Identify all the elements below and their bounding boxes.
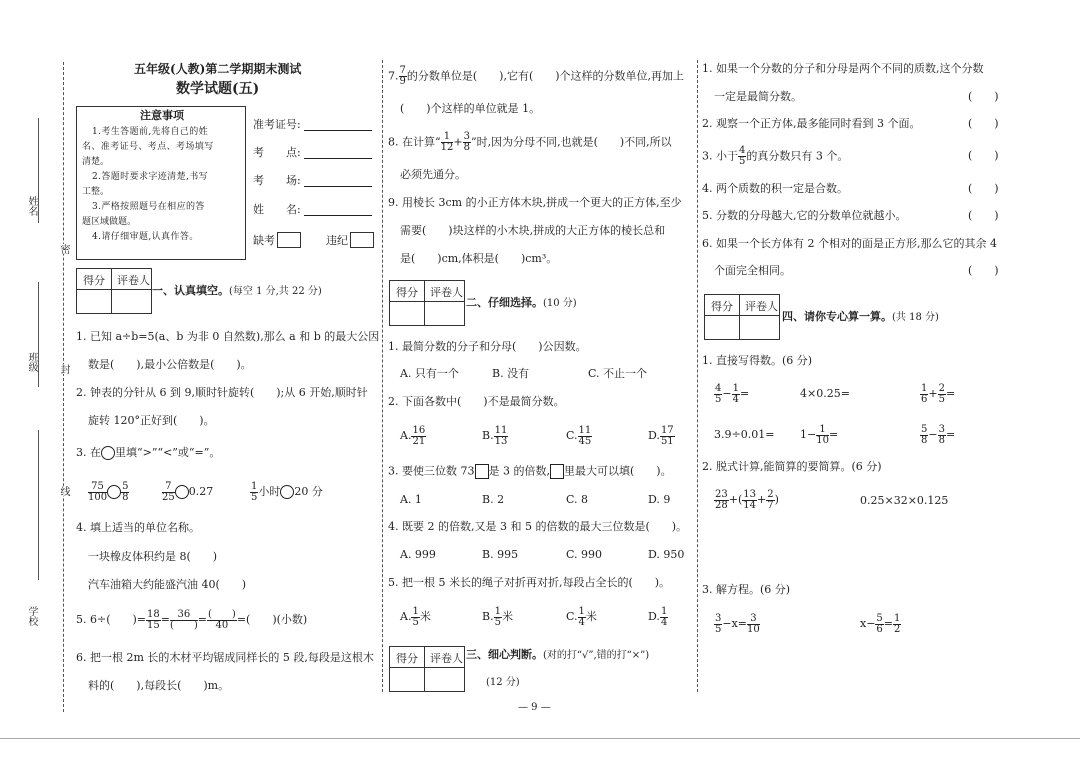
section-3-note: (对的打“√”,错的打“×”)	[543, 650, 650, 661]
score-label: 得分	[396, 652, 418, 665]
notice-line: 题区域做题。	[82, 217, 137, 227]
expr-5: 1− $\frac{1}{10}$ =	[800, 423, 839, 446]
section-4-title: 四、请你专心算一算。	[782, 310, 892, 323]
score-table-1	[76, 268, 152, 314]
site-label: 考 点:	[253, 146, 301, 159]
equation-1: $\frac{3}{5}$ −x= $\frac{3}{10}$	[715, 612, 760, 635]
judge-3-text-b: 的真分数只有 3 个。	[746, 149, 849, 163]
q4-item-b: 汽车油箱大约能盛汽油 40( )	[88, 578, 247, 591]
q9-line3: 是( )cm,体积是( )cm³。	[400, 252, 558, 265]
choice-2-d[interactable]: D. $\frac{17}{51}$	[648, 424, 674, 447]
judge-3-answer[interactable]: ( )	[968, 149, 999, 162]
notice-line: 4.请仔细审题,认真作答。	[92, 232, 199, 242]
score-table-2	[389, 280, 465, 326]
q7-text: 的分数单位是( ),它有( )个这样的分数单位,再加上	[406, 69, 685, 83]
choice-4-c[interactable]: C. 990	[566, 548, 603, 561]
binding-line	[63, 62, 64, 712]
violation-label: 违纪	[326, 234, 348, 247]
choice-5-b[interactable]: B. $\frac{1}{5}$ 米	[482, 605, 513, 628]
section-3-title: 三、细心判断。	[466, 648, 543, 661]
q9-line1: 9. 用棱长 3cm 的小正方体木块,拼成一个更大的正方体,至少	[388, 196, 682, 209]
compare-circle-input[interactable]	[175, 485, 189, 499]
notice-line: 清楚。	[82, 157, 110, 167]
choice-5: 5. 把一根 5 米长的绳子对折再对折,每段占全长的( )。	[388, 576, 671, 589]
choice-4-b[interactable]: B. 995	[482, 548, 519, 561]
choice-3-text-b: 是 3 的倍数,	[488, 464, 550, 478]
choice-4: 4. 既要 2 的倍数,又是 3 和 5 的倍数的最大三位数是( )。	[388, 520, 688, 533]
digit-box	[550, 464, 564, 479]
grader-label: 评卷人	[430, 652, 463, 665]
choice-5-d[interactable]: D. $\frac{1}{4}$	[648, 605, 668, 628]
fraction: $\frac{1}{5}$	[251, 480, 258, 503]
side-school-label: 学校	[26, 606, 37, 626]
judge-6-answer[interactable]: ( )	[968, 264, 999, 277]
room-label: 考 场:	[253, 174, 301, 187]
absent-checkbox[interactable]	[277, 232, 301, 248]
judge-2-answer[interactable]: ( )	[968, 117, 999, 130]
calc-3-title: 3. 解方程。(6 分)	[702, 583, 791, 596]
choice-4-d[interactable]: D. 950	[648, 548, 685, 561]
q3-value: 0.27	[188, 485, 214, 498]
compare-circle-input[interactable]	[107, 485, 121, 499]
room-input[interactable]	[304, 176, 372, 187]
section-2-note: (10 分)	[543, 298, 577, 309]
calc-2-title: 2. 脱式计算,能简算的要简算。(6 分)	[702, 460, 882, 473]
judge-5-answer[interactable]: ( )	[968, 209, 999, 222]
score-table-3	[389, 646, 465, 692]
choice-3-d[interactable]: D. 9	[648, 493, 671, 506]
q7-num: 7.	[388, 69, 399, 83]
exam-id-label: 准考证号:	[253, 118, 301, 131]
exam-id-input[interactable]	[304, 120, 372, 131]
side-mi-label: 密	[58, 244, 69, 254]
judge-6-line2: 个面完全相同。	[714, 264, 791, 277]
choice-2-b[interactable]: B. $\frac{11}{13}$	[482, 424, 508, 447]
exam-title: 五年级(人教)第二学期期末测试	[134, 62, 302, 76]
grader-label: 评卷人	[430, 286, 463, 299]
section-4-note: (共 18 分)	[892, 312, 939, 323]
judge-4: 4. 两个质数的积一定是合数。	[702, 182, 848, 195]
fraction: $\frac{7}{9}$	[399, 65, 406, 87]
column-divider-2	[697, 60, 698, 692]
fraction: $\frac{1}{12}$	[440, 131, 454, 153]
q2-line1: 2. 钟表的分针从 6 到 9,顺时针旋转( );从 6 开始,顺时针	[76, 386, 368, 399]
expr-3: $\frac{1}{6}$ + $\frac{2}{5}$ =	[921, 382, 956, 405]
calc-1-title: 1. 直接写得数。(6 分)	[702, 354, 813, 367]
expr-1: $\frac{4}{5}$ − $\frac{1}{4}$ =	[715, 382, 750, 405]
fraction: $\frac{( )}{40}$	[208, 608, 236, 631]
judge-6-line1: 6. 如果一个长方体有 2 个相对的面是正方形,那么它的其余 4	[702, 237, 997, 250]
column-divider-1	[382, 60, 383, 692]
q9-line2: 需要( )块这样的小木块,拼成的大正方体的棱长总和	[400, 224, 666, 237]
judge-1-line2: 一定是最简分数。	[714, 90, 802, 103]
q2-line2: 旋转 120°正好到( )。	[88, 414, 215, 427]
q4-item-a: 一块橡皮体积约是 8( )	[88, 550, 218, 563]
equation-2: x− $\frac{5}{6}$ = $\frac{1}{2}$	[860, 612, 901, 635]
expr-4: 3.9÷0.01=	[714, 428, 775, 441]
notice-line: 2.答题时要求字迹清楚,书写	[92, 172, 209, 182]
side-xian-label: 线	[58, 486, 69, 496]
score-label: 得分	[396, 286, 418, 299]
q3-text-a: 3. 在	[76, 446, 101, 459]
notice-line: 1.考生答题前,先将自己的姓	[92, 127, 209, 137]
expr-6: $\frac{5}{8}$ − $\frac{3}{8}$ =	[921, 423, 956, 446]
site-input[interactable]	[304, 148, 372, 159]
notice-line: 3.严格按照题号在相应的答	[92, 202, 205, 212]
choice-5-c[interactable]: C. $\frac{1}{4}$ 米	[566, 605, 597, 628]
page-number: — 9 —	[518, 702, 551, 713]
fraction: $\frac{36}{( )}$	[169, 608, 198, 631]
q8-text: ”时,因为分母不同,也就是( )不同,所以	[470, 135, 672, 149]
expr-7: $\frac{23}{28}$ +( $\frac{13}{14}$ + $\frac{2}{7}$ )	[715, 488, 779, 511]
score-label: 得分	[711, 300, 733, 313]
score-label: 得分	[83, 274, 105, 287]
q8-line2: 必须先通分。	[400, 168, 466, 181]
expr-2: 4×0.25=	[800, 387, 850, 400]
choice-2-a[interactable]: A. $\frac{16}{21}$	[400, 424, 426, 447]
digit-box	[475, 464, 489, 479]
choice-5-a[interactable]: A. $\frac{1}{5}$ 米	[400, 605, 431, 628]
choice-3-a[interactable]: A. 1	[400, 493, 422, 506]
side-name-label: 姓名	[26, 196, 37, 216]
q5-text-a: 5. 6÷( )=	[76, 613, 147, 626]
q6-line1: 6. 把一根 2m 长的木材平均锯成同样长的 5 段,每段是这根木	[76, 651, 374, 664]
q3-text-b: 里填“>”“<”或“=”。	[115, 446, 221, 459]
absent-label: 缺考	[253, 234, 275, 247]
judge-4-answer[interactable]: ( )	[968, 182, 999, 195]
side-feng-label: 封	[58, 364, 69, 374]
fraction: $\frac{7}{25}$	[162, 480, 175, 503]
fraction: $\frac{5}{8}$	[122, 480, 129, 503]
q7-line2: ( )个这样的单位就是 1。	[400, 102, 541, 115]
section-1-title: 一、认真填空。	[152, 284, 229, 297]
choice-3-text-a: 3. 要使三位数 73	[388, 464, 475, 478]
violation-checkbox[interactable]	[350, 232, 374, 248]
compare-circle-input[interactable]	[280, 485, 294, 499]
grader-label: 评卷人	[745, 300, 778, 313]
grader-label: 评卷人	[117, 274, 150, 287]
fraction: $\frac{18}{15}$	[147, 608, 160, 631]
judge-2: 2. 观察一个正方体,最多能同时看到 3 个面。	[702, 117, 921, 130]
q3-hour: 小时	[258, 485, 281, 498]
school-fill-line	[38, 430, 39, 580]
section-2-title: 二、仔细选择。	[466, 296, 543, 309]
choice-1-a[interactable]: A. 只有一个	[400, 367, 459, 380]
bottom-rule	[0, 738, 1080, 739]
q1-line1: 1. 已知 a÷b=5(a、b 为非 0 自然数),那么 a 和 b 的最大公因	[76, 330, 380, 343]
score-table-4	[704, 294, 780, 340]
judge-5: 5. 分数的分母越大,它的分数单位就越小。	[702, 209, 907, 222]
judge-3-text-a: 3. 小于	[702, 149, 738, 163]
notice-line: 名、准考证号、考点、考场填写	[82, 142, 214, 152]
student-name-label: 姓 名:	[253, 203, 301, 216]
choice-2: 2. 下面各数中( )不是最简分数。	[388, 395, 565, 408]
fraction: $\frac{3}{8}$	[463, 131, 470, 153]
choice-1-b[interactable]: B. 没有	[492, 367, 530, 380]
judge-1-answer[interactable]: ( )	[968, 90, 999, 103]
fraction: $\frac{75}{100}$	[88, 480, 108, 503]
q6-line2: 料的( ),每段长( )m。	[88, 679, 230, 692]
q5-text-b: =( )(小数)	[236, 613, 308, 626]
choice-4-a[interactable]: A. 999	[400, 548, 436, 561]
choice-1: 1. 最简分数的分子和分母( )公因数。	[388, 340, 587, 353]
choice-3-c[interactable]: C. 8	[566, 493, 589, 506]
compare-circle-icon	[101, 446, 115, 460]
choice-2-c[interactable]: C. $\frac{11}{45}$	[566, 424, 592, 447]
notice-title: 注意事项	[140, 109, 184, 122]
choice-1-c[interactable]: C. 不止一个	[588, 367, 648, 380]
fraction: $\frac{4}{5}$	[739, 145, 746, 167]
section-3-points: (12 分)	[486, 677, 520, 688]
notice-line: 工整。	[82, 187, 110, 197]
q8-num: 8. 在计算“	[388, 135, 441, 149]
exam-subtitle: 数学试题(五)	[176, 81, 260, 97]
q1-line2: 数是( ),最小公倍数是( )。	[88, 358, 252, 371]
q4-title: 4. 填上适当的单位名称。	[76, 521, 200, 534]
section-1-note: (每空 1 分,共 22 分)	[229, 286, 322, 297]
q3-minute: 20 分	[294, 485, 323, 498]
side-class-label: 班级	[26, 352, 37, 372]
expr-8: 0.25×32×0.125	[860, 494, 949, 507]
choice-3-b[interactable]: B. 2	[482, 493, 505, 506]
choice-3-text-c: 里最大可以填( )。	[564, 464, 672, 478]
student-name-input[interactable]	[304, 205, 372, 216]
judge-1-line1: 1. 如果一个分数的分子和分母是两个不同的质数,这个分数	[702, 62, 984, 75]
